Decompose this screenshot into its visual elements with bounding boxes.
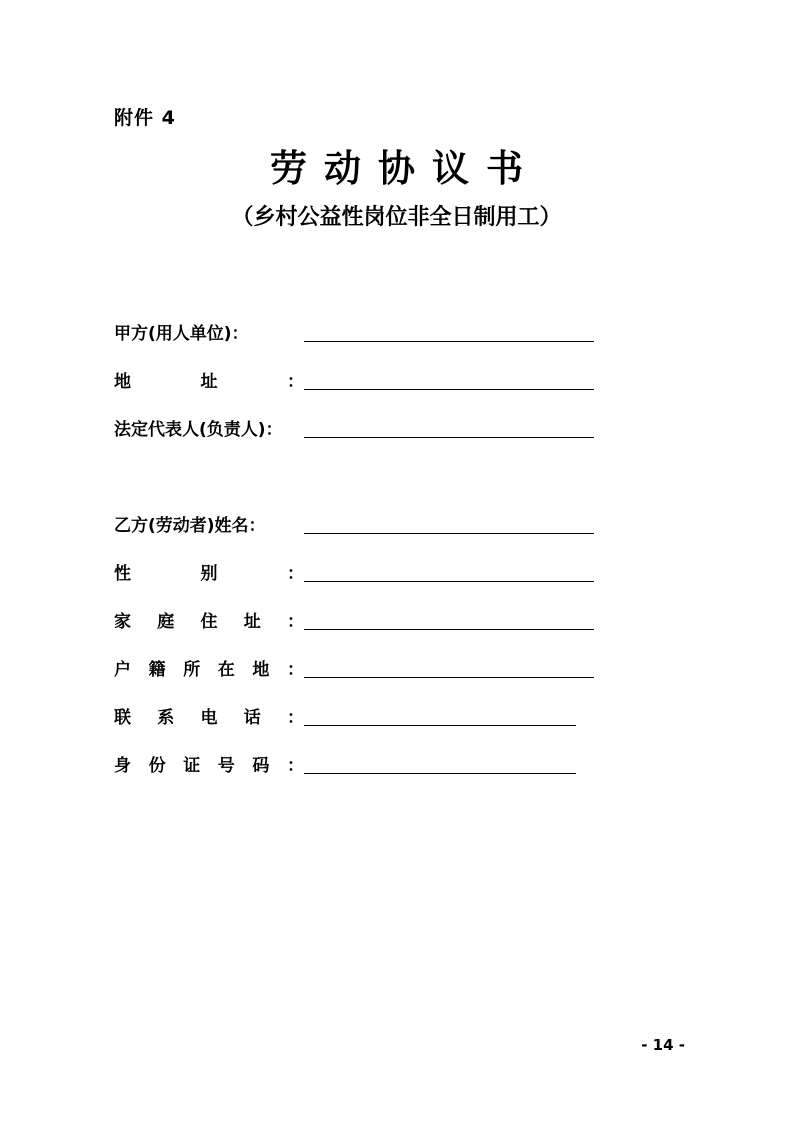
field-input-home-address[interactable] — [304, 629, 594, 630]
form-fields — [114, 300, 674, 780]
field-row — [114, 636, 674, 684]
field-row — [114, 588, 674, 636]
attachment-label: 附件 4 — [114, 107, 176, 129]
field-row — [114, 396, 674, 444]
field-input-gender[interactable] — [304, 581, 594, 582]
field-label-phone: 联 系 电 话 ： — [114, 708, 304, 728]
field-label-household-registration: 户 籍 所 在 地 ： — [114, 660, 304, 680]
field-label-employer: 甲方(用人单位)： — [114, 324, 249, 344]
field-input-address[interactable] — [304, 389, 594, 390]
field-row — [114, 684, 674, 732]
field-input-legal-representative[interactable] — [304, 437, 594, 438]
page-title: 劳动协议书 — [270, 147, 540, 190]
field-label-id-number: 身 份 证 号 码 ： — [114, 756, 304, 776]
field-row — [114, 492, 674, 540]
field-input-employer[interactable] — [304, 341, 594, 342]
page-subtitle: （乡村公益性岗位非全日制用工） — [231, 205, 562, 230]
field-label-address: 地 址 ： — [114, 372, 304, 392]
field-row — [114, 300, 674, 348]
field-row — [114, 348, 674, 396]
field-label-gender: 性 别 ： — [114, 564, 304, 584]
field-input-id-number[interactable] — [304, 773, 576, 774]
field-row — [114, 540, 674, 588]
page-number: - 14 - — [641, 1036, 685, 1054]
field-label-legal-representative: 法定代表人(负责人)： — [114, 420, 283, 440]
field-input-phone[interactable] — [304, 725, 576, 726]
field-row — [114, 732, 674, 780]
field-label-worker-name: 乙方(劳动者)姓名： — [114, 516, 266, 536]
field-input-household-registration[interactable] — [304, 677, 594, 678]
field-label-home-address: 家 庭 住 址 ： — [114, 612, 304, 632]
field-input-worker-name[interactable] — [304, 533, 594, 534]
